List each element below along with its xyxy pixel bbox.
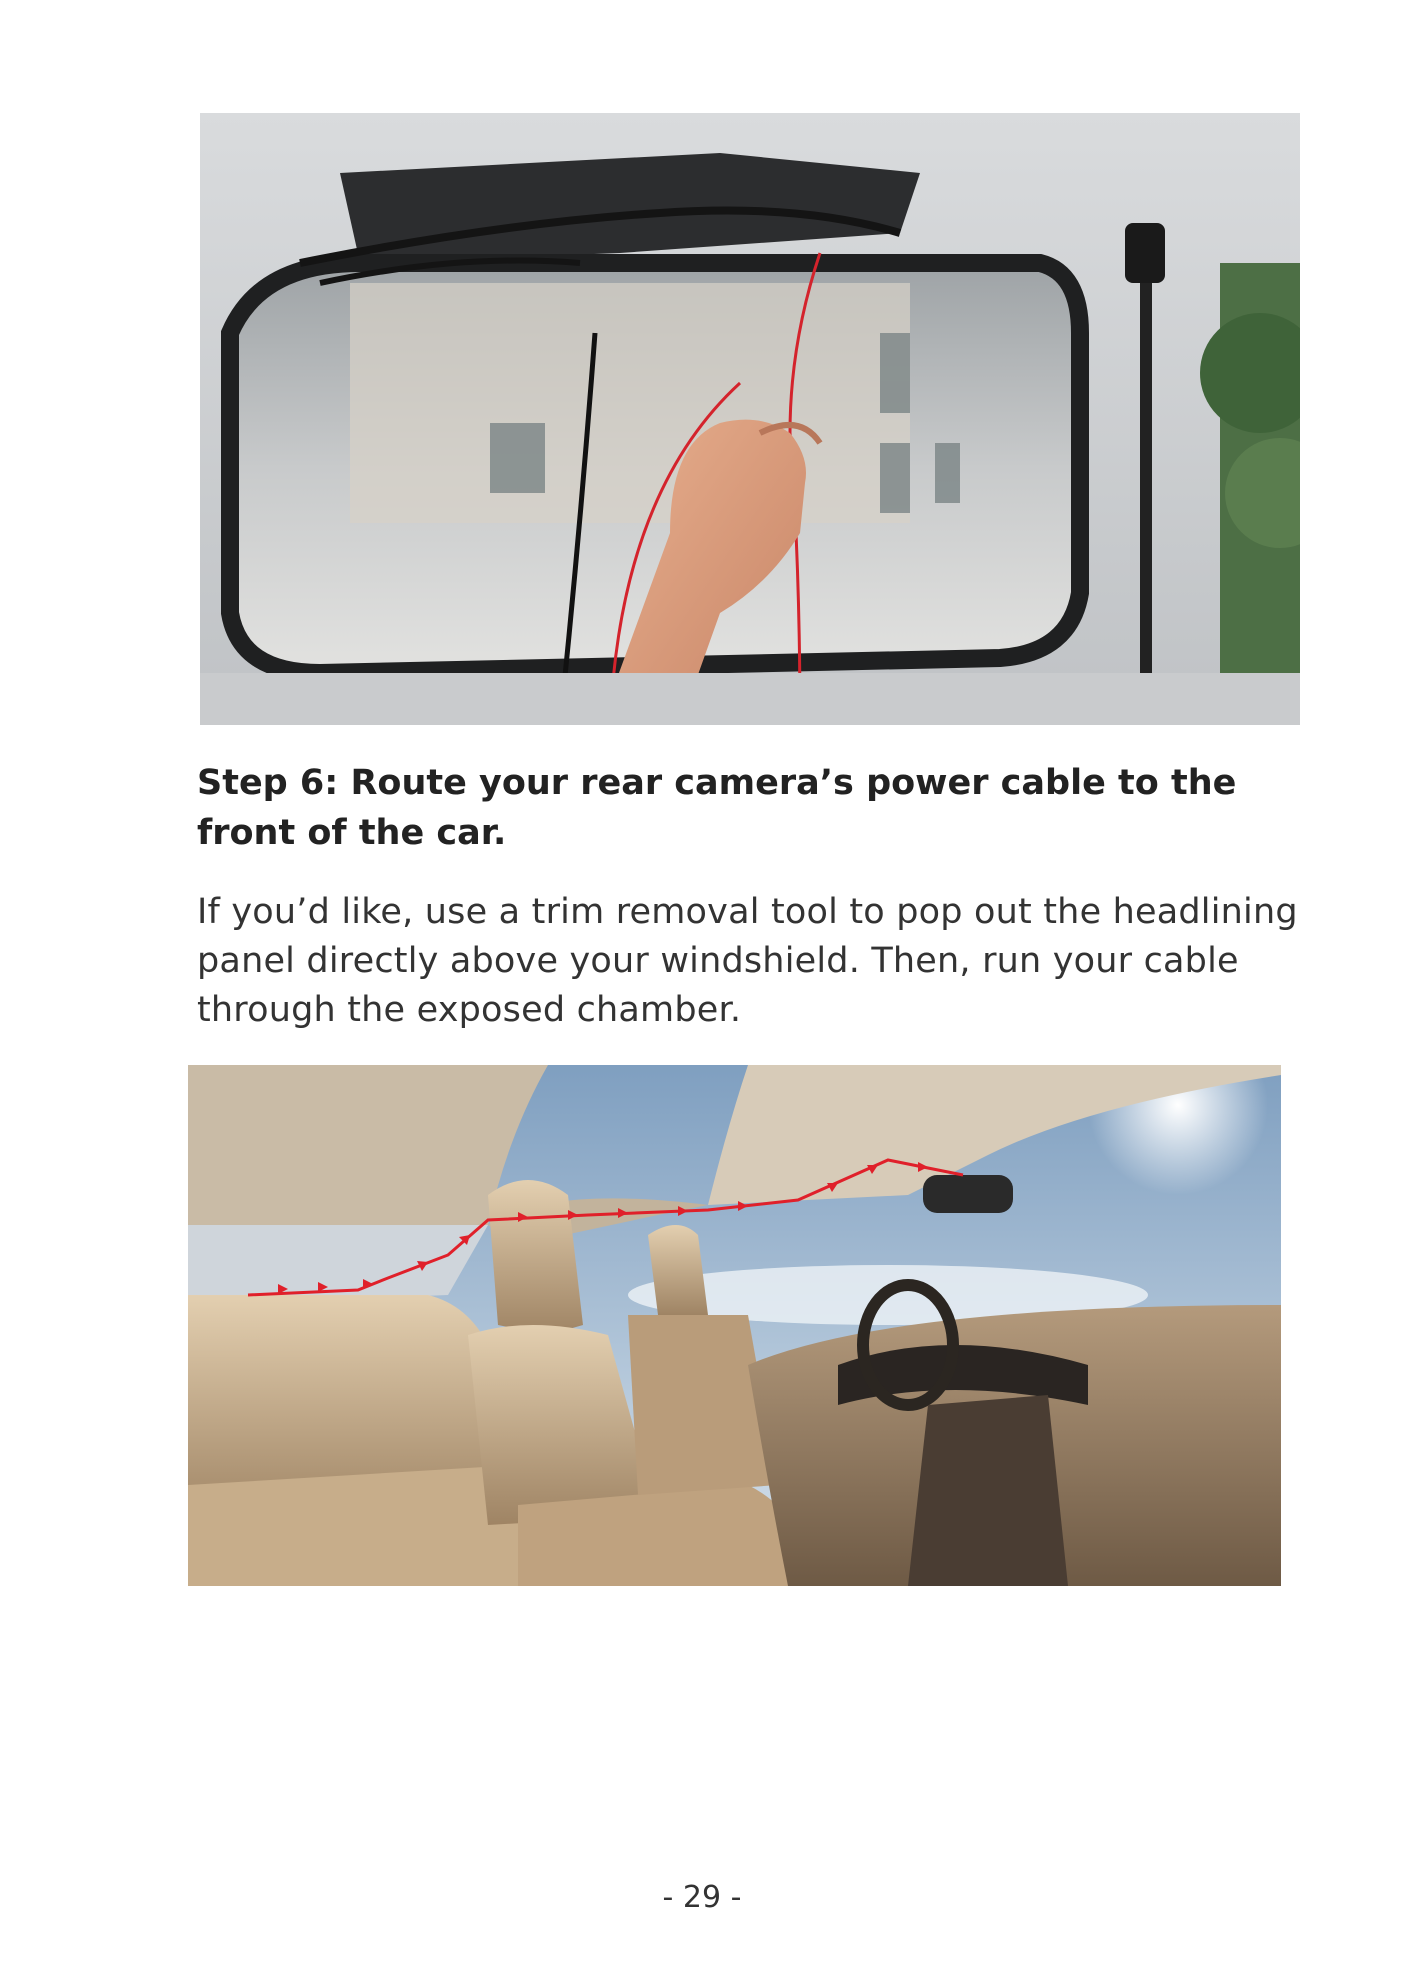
page-number: - 29 - — [662, 1880, 742, 1915]
car-interior-illustration — [188, 1065, 1281, 1586]
car-interior-cable-route-photo — [188, 1065, 1281, 1586]
tailgate-wiring-illustration — [200, 113, 1300, 725]
step-instructions: If you’d like, use a trim removal tool to pop out the headlining panel directly above your windshield. Then, run your cable through the exposed chamber. — [197, 892, 1298, 1030]
step-heading: Step 6: Route your rear camera’s power cable to the front of the car. — [197, 763, 1237, 853]
tailgate-wiring-photo — [200, 113, 1300, 725]
